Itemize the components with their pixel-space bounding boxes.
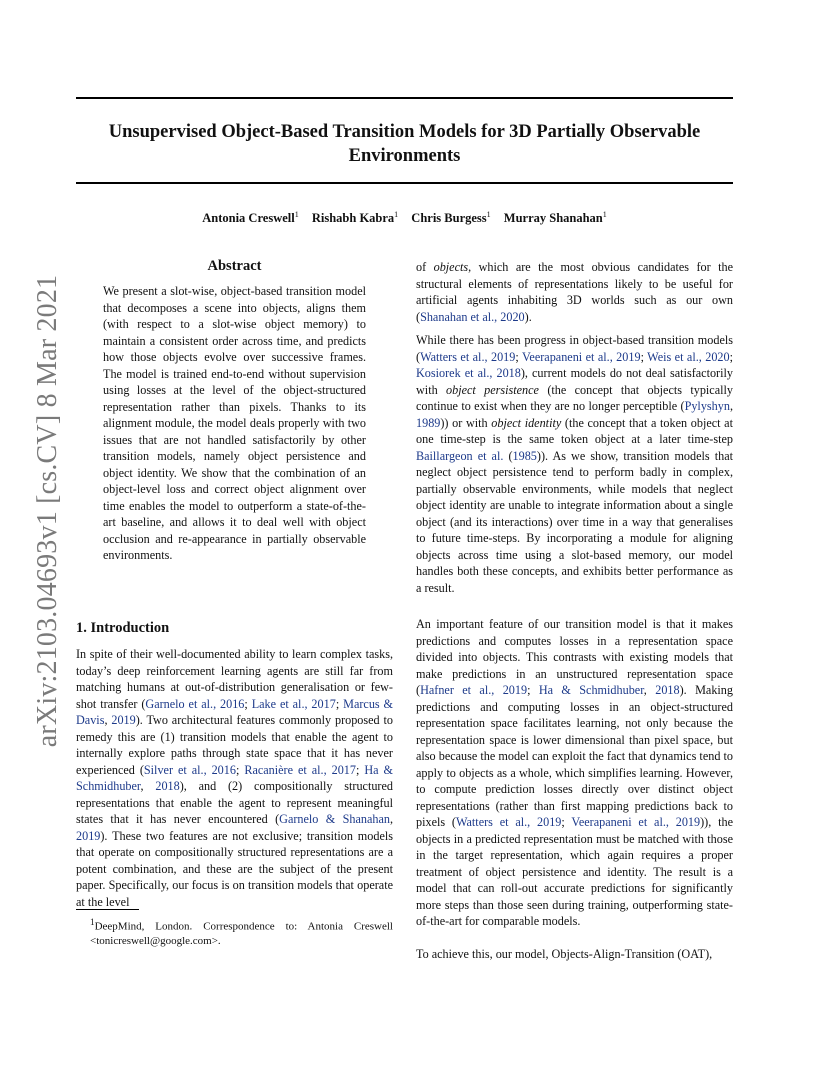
citation-link[interactable]: Silver et al., 2016 — [143, 762, 236, 777]
body-text: ), current models do not deal satisfactorily with — [416, 366, 733, 397]
body-text: , — [140, 779, 156, 793]
citation-link[interactable]: Baillargeon et al. — [416, 448, 504, 463]
footnote-text: DeepMind, London. Correspondence to: Antonia Creswell <tonicreswell@google.com>. — [90, 920, 393, 947]
citation-link[interactable]: Marcus & Davis — [76, 696, 394, 727]
citation-link[interactable]: Watters et al., 2019 — [455, 815, 562, 829]
body-text: ). Two architectural features commonly proposed to remedy this are (1) transition models that enable the agent to internally explore paths through state space that it has never experienced ( — [76, 713, 393, 777]
body-text: ; — [244, 696, 252, 711]
emphasis-text: object persistence — [446, 382, 539, 397]
citation-link[interactable]: Garnelo & Shanahan — [279, 812, 390, 826]
citation-link[interactable]: Pylyshyn — [684, 399, 730, 413]
right-paragraph-feature — [416, 616, 733, 930]
body-text: )) or with — [440, 415, 492, 430]
citation-link[interactable]: Kosiorek et al., 2018 — [416, 366, 521, 380]
body-text: ; — [515, 349, 522, 364]
abstract-text: We present a slot-wise, object-based transition model that decomposes a scene into objects, aligns them (with respect to a slot-wise object memory) to maintain a consistent order across time, and predicts how those objects evolve over successive frames. The model is trained end-to-end without supervision using losses at the level of the object-structured representation rather than pixels. Thanks to its alignment module, the model deals properly with two issues that are not handled satisfactorily by other transition models, namely object persistence and object identity. We show that the combination of an object-level loss and correct object alignment over time enables the model to outperform a state-of-the-art baseline, and allows it to deal well with object occlusion and re-appearance in partially observable environments. — [103, 284, 366, 562]
body-text: ). These two features are not exclusive; transition models that operate on compositionally structured representations are a potent combination, and these are the subject of the present paper. Specifically, our focus is on transition models that operate at the level — [76, 828, 393, 909]
citation-link[interactable]: Veerapaneni et al., 2019 — [571, 815, 701, 829]
body-text: , — [389, 812, 393, 826]
body-text: , — [643, 683, 656, 697]
right-paragraph-progress — [416, 332, 733, 596]
citation-link[interactable]: 2018 — [655, 683, 680, 697]
body-text: )). As we show, transition models that neglect object persistence tend to perform badly in complex, partially observable environments, while models that neglect object identity are unable to integrate information about a single object (and its interactions) over time in a way that generalises to future time-steps. By incorporating a module for aligning objects across time using a slot-based memory, our model handles both these concepts, and exhibits better performance as a result. — [416, 448, 733, 595]
footnote-rule — [76, 909, 139, 910]
abstract-heading: Abstract — [207, 258, 262, 274]
footnote-mark: 1 — [90, 917, 95, 927]
intro-paragraph — [76, 646, 393, 910]
body-text: ; — [561, 815, 572, 829]
author-name: Murray Shanahan — [503, 211, 603, 226]
right-paragraph-achieve — [416, 946, 733, 963]
body-text: ; — [235, 762, 245, 777]
citation-link[interactable]: Ha & Schmidhuber — [538, 683, 644, 697]
paper-title: Unsupervised Object-Based Transition Models for 3D Partially Observable Environments — [108, 122, 701, 166]
citation-link[interactable]: Hafner et al., 2019 — [420, 683, 528, 697]
body-text: , — [729, 399, 733, 413]
body-text: of — [416, 260, 434, 274]
citation-link[interactable]: 1989 — [416, 415, 441, 430]
author-name: Rishabh Kabra — [311, 211, 395, 226]
body-text: , which are the most obvious candidates for the structural elements of representations likely to be useful for artificial agents inhabiting 3D worlds such as our own ( — [416, 260, 734, 324]
body-text: (the concept that a token object at one time-step is the same token object at a later time-step — [416, 415, 733, 446]
body-text: ). Making predictions and computing losses in an object-structured representation space facilitates learning, not only because the representation space is lower dimensional than pixel space, but also because the model can exploit the fact that dynamics tend to apply to objects as a whole, which simplifies learning. However, to compute prediction losses directly over distinct object representations (rather than first mapping predictions back to pixels ( — [416, 683, 733, 829]
footnote — [76, 915, 393, 948]
body-text: ), and (2) compositionally structured representations that enable the agent to represent meaningful states that it has never encountered ( — [76, 779, 393, 826]
citation-link[interactable]: 2018 — [155, 779, 180, 793]
citation-link[interactable]: Lake et al., 2017 — [251, 696, 336, 711]
citation-link[interactable]: Racanière et al., 2017 — [244, 762, 356, 777]
author-name: Chris Burgess — [411, 211, 487, 226]
citation-link[interactable]: 2019 — [76, 828, 101, 843]
body-text: In spite of their well-documented ability to learn complex tasks, today’s deep reinforcement learning agents are still far from matching humans at out-of-distribution generalisation or few-shot transfer ( — [76, 647, 393, 711]
body-text: (the concept that objects typically continue to exist when they are no longer perceptible ( — [416, 382, 733, 413]
author-affiliation-mark: 1 — [602, 210, 607, 219]
citation-link[interactable]: Veerapaneni et al., 2019 — [521, 349, 641, 364]
emphasis-text: object identity — [491, 415, 562, 430]
citation-link[interactable]: 2019 — [111, 713, 136, 727]
section-heading-introduction: 1. Introduction — [76, 620, 170, 636]
citation-link[interactable]: Shanahan et al., 2020 — [420, 309, 525, 324]
citation-link[interactable]: Ha & Schmidhuber — [76, 762, 393, 793]
body-text: ). — [524, 309, 532, 324]
author-list — [76, 210, 733, 226]
author-affiliation-mark: 1 — [486, 210, 491, 219]
author-affiliation-mark: 1 — [394, 210, 399, 219]
author-affiliation-mark: 1 — [294, 210, 299, 219]
arxiv-identifier: arXiv:2103.04693v1 [cs.CV] 8 Mar 2021 — [32, 274, 63, 748]
body-text: ; — [729, 349, 733, 364]
title-top-rule — [76, 97, 733, 99]
body-text: ; — [640, 349, 648, 364]
author-name: Antonia Creswell — [202, 211, 295, 226]
body-text: ; — [355, 762, 365, 777]
body-text: )), the objects in a predicted representation must be matched with those in the target representation, which again requires a proper treatment of object persistence and identity. The result is a model that can roll-out accurate predictions for significantly more steps than those seen during training, outperforming state-of-the-art for comparable models. — [416, 815, 733, 928]
citation-link[interactable]: Watters et al., 2019 — [420, 349, 516, 364]
body-text: , — [104, 713, 112, 727]
body-text: ; — [527, 683, 539, 697]
citation-link[interactable]: Garnelo et al., 2016 — [145, 696, 245, 711]
citation-link[interactable]: Weis et al., 2020 — [647, 349, 730, 364]
citation-link[interactable]: 1985 — [512, 448, 537, 463]
body-text: While there has been progress in object-based transition models ( — [416, 333, 733, 364]
right-paragraph-objects — [416, 259, 733, 325]
body-text: ( — [503, 448, 513, 463]
body-text: ; — [335, 696, 344, 711]
emphasis-text: objects — [433, 260, 469, 274]
body-text: An important feature of our transition model is that it makes predictions and computes losses in a representation space divided into objects. This contrasts with existing models that make predictions in an unstructured representation space ( — [416, 617, 733, 697]
title-bottom-rule — [76, 182, 733, 184]
body-text: To achieve this, our model, Objects-Align-Transition (OAT), — [416, 947, 713, 961]
